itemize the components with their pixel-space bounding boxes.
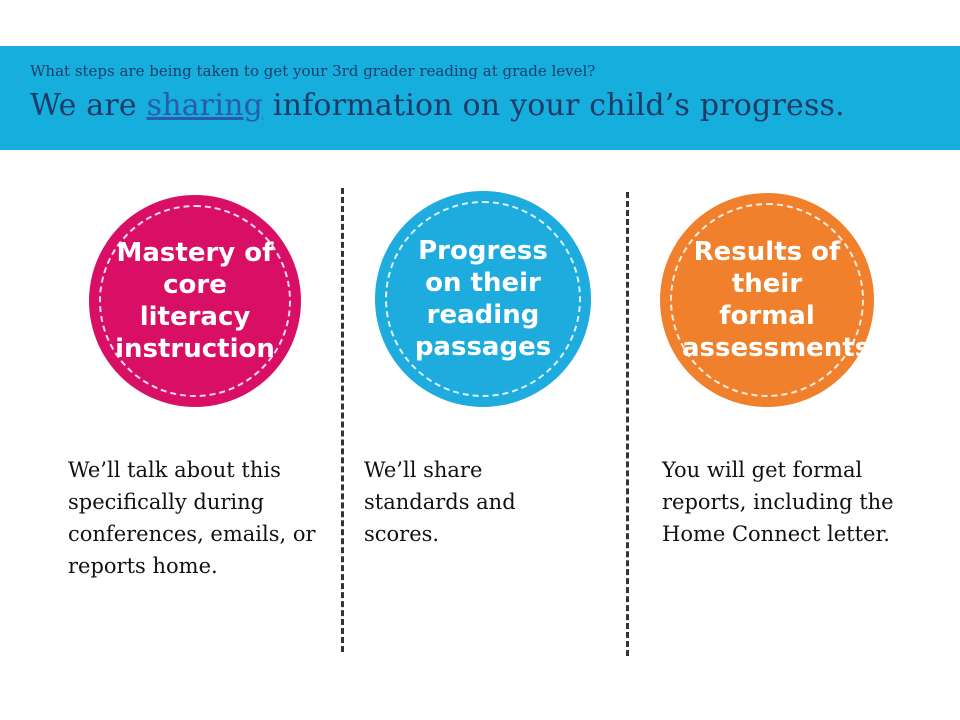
- circle-label: Progress on their reading passages: [414, 236, 552, 362]
- mastery-circle: [89, 195, 301, 407]
- banner-headline: [30, 88, 845, 123]
- headline-text-before: We are: [30, 88, 147, 123]
- progress-circle: [375, 191, 591, 407]
- results-circle: [660, 193, 874, 407]
- circle-label: Results of their formal assessments: [682, 237, 871, 363]
- sharing-link[interactable]: sharing: [146, 88, 264, 123]
- headline-text-after: information on your child’s progress.: [263, 88, 845, 123]
- column-divider: [626, 192, 629, 656]
- banner-subtitle: What steps are being taken to get your 3rd grader reading at grade level?: [30, 62, 596, 80]
- mastery-description: We’ll talk about this specifically during conferences, emails, or reports home.: [68, 458, 316, 578]
- circle-label: Mastery of core literacy instruction: [115, 238, 275, 364]
- progress-description: We’ll share standards and scores.: [364, 458, 516, 546]
- results-description: You will get formal reports, including the Home Connect letter.: [662, 458, 894, 546]
- column-divider: [341, 188, 344, 652]
- header-banner: [0, 46, 960, 150]
